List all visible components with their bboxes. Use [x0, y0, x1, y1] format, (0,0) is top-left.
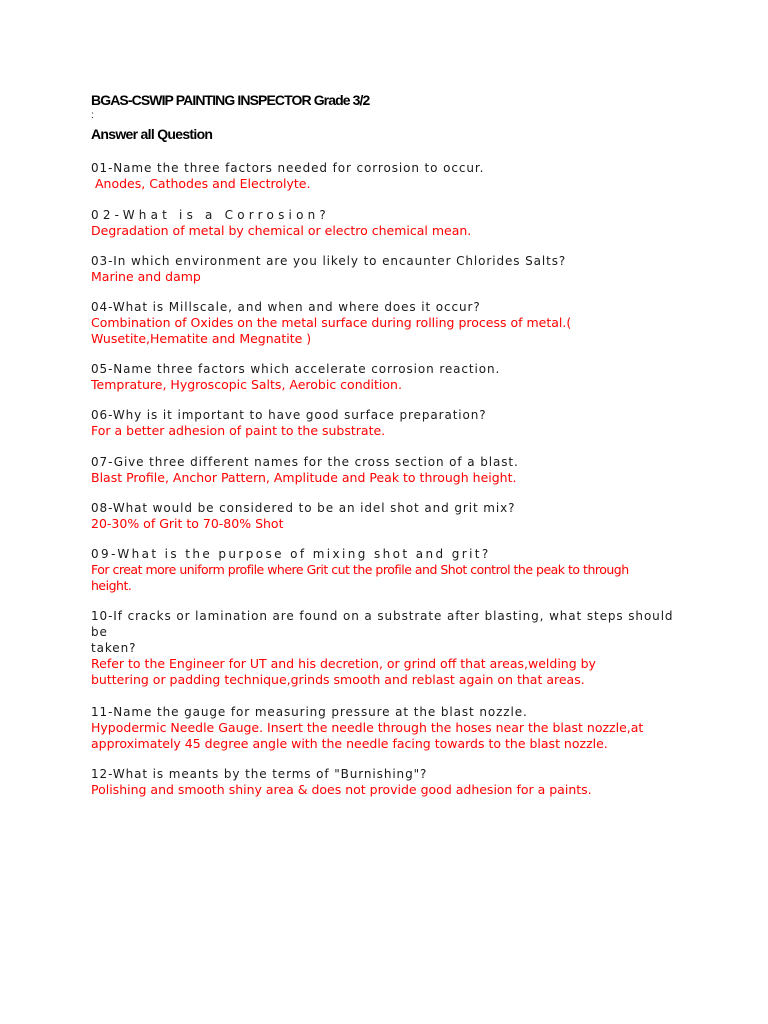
qa-item-09 — [91, 546, 691, 594]
answer-11: Hypodermic Needle Gauge. Insert the needle through the hoses near the blast nozzle,at approximately 45 degree angle with the needle facing towards to the blast nozzle. — [91, 720, 644, 751]
qa-item-11 — [91, 704, 691, 752]
question-02: 02-What is a Corrosion? — [91, 208, 330, 222]
answer-12: Polishing and smooth shiny area & does not provide good adhesion for a paints. — [91, 782, 592, 797]
qa-item-10 — [91, 608, 691, 688]
question-08: 08-What would be considered to be an idel shot and grit mix? — [91, 501, 516, 515]
qa-item-07 — [91, 454, 691, 486]
answer-03: Marine and damp — [91, 269, 201, 284]
answer-09: For creat more uniform profile where Grit cut the profile and Shot control the peak to through height. — [91, 562, 629, 593]
document-subtitle: Answer all Question — [91, 126, 213, 142]
qa-item-01 — [91, 160, 691, 192]
qa-item-05 — [91, 361, 691, 393]
question-03: 03-In which environment are you likely to encaunter Chlorides Salts? — [91, 254, 567, 268]
document-title: BGAS-CSWIP PAINTING INSPECTOR Grade 3/2 — [91, 92, 370, 108]
question-05: 05-Name three factors which accelerate corrosion reaction. — [91, 362, 501, 376]
qa-item-08 — [91, 500, 691, 532]
qa-item-12 — [91, 766, 691, 798]
answer-08: 20-30% of Grit to 70-80% Shot — [91, 516, 284, 531]
question-01: 01-Name the three factors needed for corrosion to occur. — [91, 161, 485, 175]
answer-05: Temprature, Hygroscopic Salts, Aerobic condition. — [91, 377, 402, 392]
qa-item-03 — [91, 253, 691, 285]
question-06: 06-Why is it important to have good surface preparation? — [91, 408, 487, 422]
question-04: 04-What is Millscale, and when and where does it occur? — [91, 300, 481, 314]
qa-item-06 — [91, 407, 691, 439]
answer-10: Refer to the Engineer for UT and his decretion, or grind off that areas,welding by buttering or padding technique,grinds smooth and reblast again on that areas. — [91, 656, 596, 687]
answer-02: Degradation of metal by chemical or electro chemical mean. — [91, 223, 472, 238]
question-11: 11-Name the gauge for measuring pressure at the blast nozzle. — [91, 705, 528, 719]
question-09: 09-What is the purpose of mixing shot and grit? — [91, 547, 491, 561]
answer-07: Blast Profile, Anchor Pattern, Amplitude and Peak to through height. — [91, 470, 517, 485]
question-07: 07-Give three different names for the cross section of a blast. — [91, 455, 519, 469]
answer-01: Anodes, Cathodes and Electrolyte. — [91, 176, 311, 191]
qa-item-02 — [91, 207, 691, 239]
question-10: 10-If cracks or lamination are found on a substrate after blasting, what steps should be taken? — [91, 609, 674, 655]
question-12: 12-What is meants by the terms of "Burnishing"? — [91, 767, 428, 781]
answer-04: Combination of Oxides on the metal surface during rolling process of metal.( Wusetite,Hematite and Megnatite ) — [91, 315, 572, 346]
title-colon: : — [91, 110, 94, 121]
answer-06: For a better adhesion of paint to the substrate. — [91, 423, 386, 438]
qa-item-04 — [91, 299, 691, 347]
